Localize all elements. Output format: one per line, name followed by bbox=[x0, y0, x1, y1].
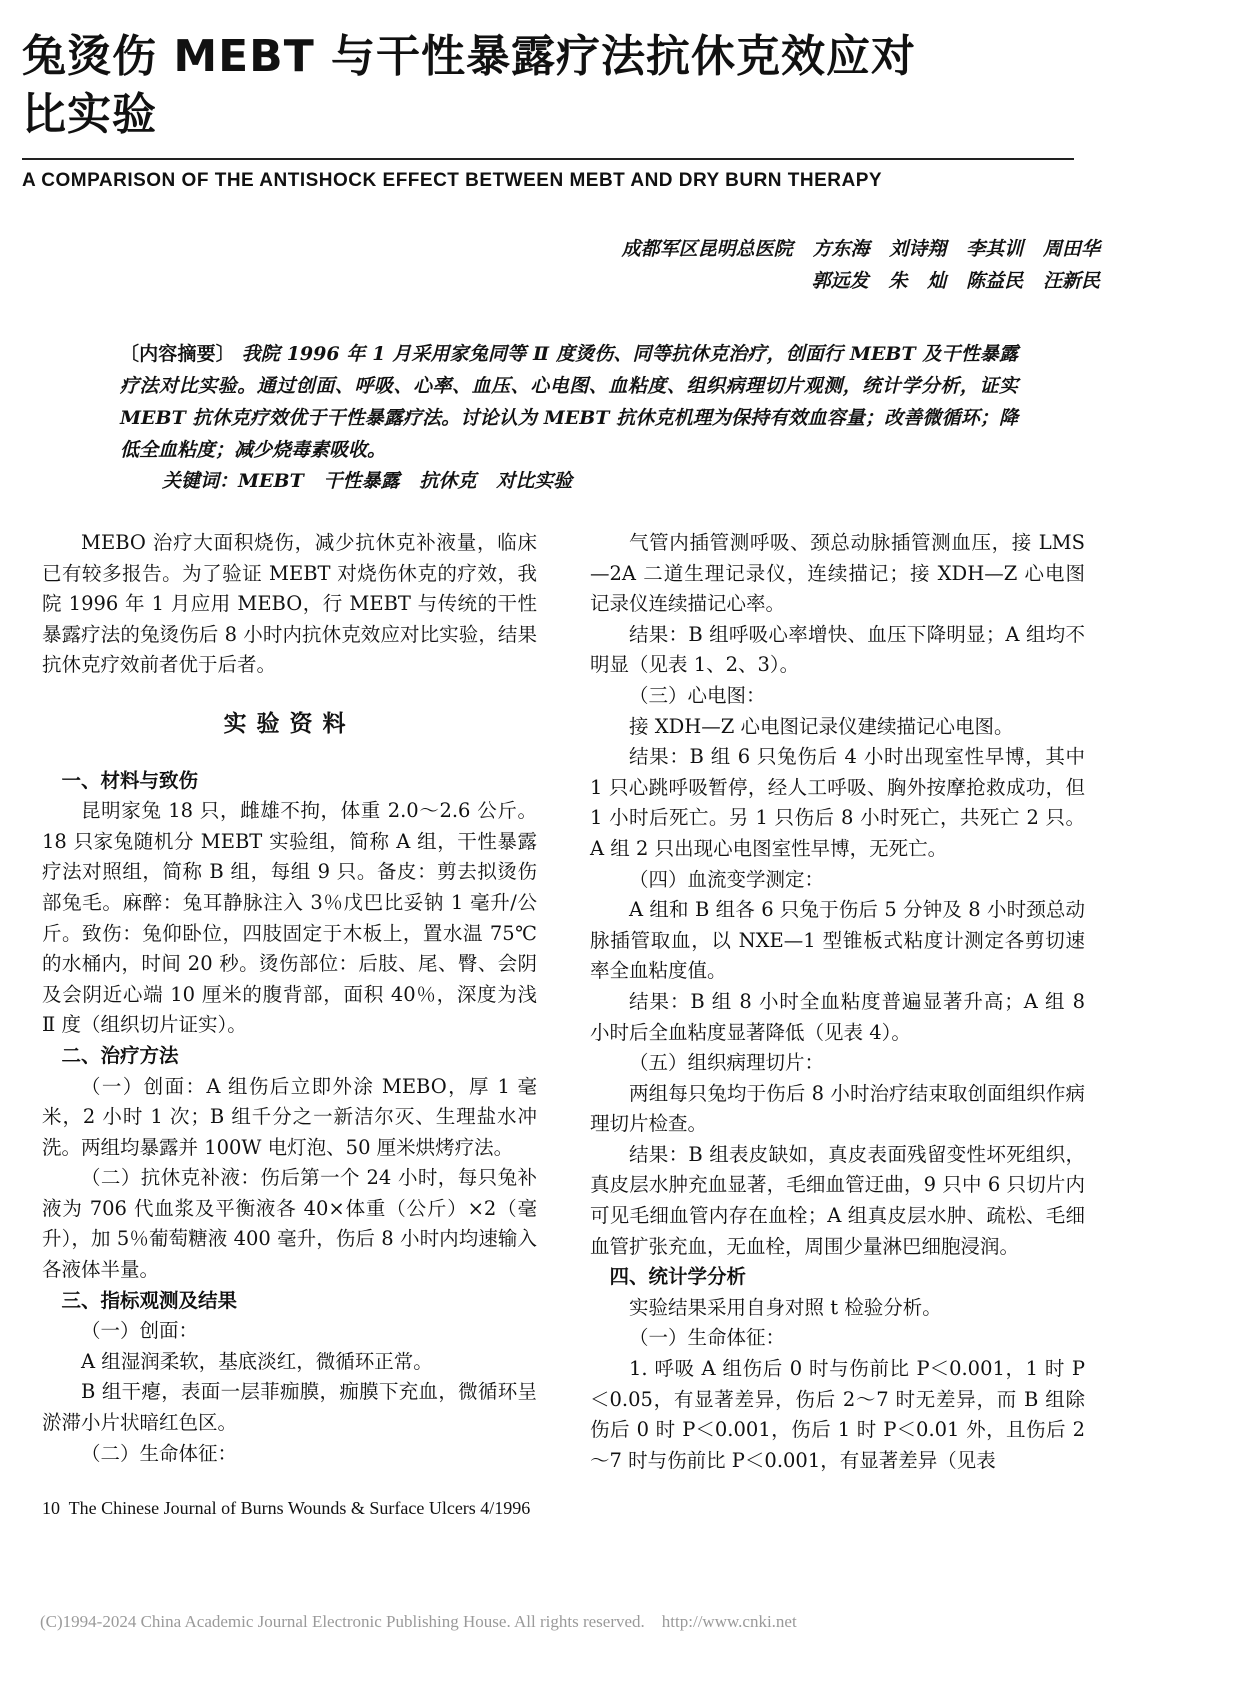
paragraph: （五）组织病理切片： bbox=[629, 1051, 825, 1075]
paragraph: （一）生命体征： bbox=[629, 1326, 786, 1350]
paragraph: A 组和 B 组各 6 只兔于伤后 5 分钟及 8 小时颈总动脉插管取血，以 NXE—1 型锥板式粘度计测定各剪切速率全血粘度值。 bbox=[590, 898, 1085, 983]
section-title: 实验资料 bbox=[223, 710, 356, 737]
title-rule bbox=[22, 158, 1074, 160]
subsection-heading: 二、治疗方法 bbox=[61, 1043, 179, 1067]
right-column bbox=[590, 528, 1085, 1476]
paragraph: （四）血流变学测定： bbox=[629, 867, 825, 891]
keywords: 关键词：MEBT 干性暴露 抗休克 对比实验 bbox=[162, 470, 573, 492]
abstract-text: 我院 1996 年 1 月采用家兔同等 Ⅱ 度烫伤、同等抗休克治疗，创面行 MEBT 及干性暴露疗法对比实验。通过创面、呼吸、心率、血压、心电图、血粘度、组织病理切片观测，统计学分析，证实 MEBT 抗休克疗效优于干性暴露疗法。讨论认为 MEBT 抗休克机理为保持有效血容量；改善微循环；降低全血粘度；减少烧毒素吸收。 bbox=[120, 343, 1018, 461]
abstract-label: 〔内容摘要〕 bbox=[120, 343, 235, 365]
left-column bbox=[42, 528, 537, 1469]
paragraph: B 组干瘪，表面一层菲痂膜，痂膜下充血，微循环呈淤滞小片状暗红色区。 bbox=[42, 1380, 537, 1435]
intro-paragraph: MEBO 治疗大面积烧伤，减少抗休克补液量，临床已有较多报告。为了验证 MEBT 对烧伤休克的疗效，我院 1996 年 1 月应用 MEBO，行 MEBT 与传统的干性暴露疗法的兔烫伤后 8 小时内抗休克效应对比实验，结果抗休克疗效前者优于后者。 bbox=[42, 531, 537, 677]
authors-line-2: 郭远发 朱 灿 陈益民 汪新民 bbox=[811, 270, 1100, 292]
subsection-heading: 三、指标观测及结果 bbox=[61, 1288, 238, 1312]
paragraph: （二）抗休克补液：伤后第一个 24 小时，每只兔补液为 706 代血浆及平衡液各 40×体重（公斤）×2（毫升），加 5％葡萄糖液 400 毫升，伤后 8 小时内均速输入各液体半量。 bbox=[42, 1166, 537, 1282]
paragraph: （三）心电图： bbox=[629, 683, 766, 707]
paragraph: （一）创面：A 组伤后立即外涂 MEBO，厚 1 毫米，2 小时 1 次；B 组千分之一新洁尔灭、生理盐水冲洗。两组均暴露并 100W 电灯泡、50 厘米烘烤疗法。 bbox=[42, 1074, 537, 1159]
paragraph: 接 XDH—Z 心电图记录仪建续描记心电图。 bbox=[629, 714, 1014, 738]
page-footer: 10 The Chinese Journal of Burns Wounds & Surface Ulcers 4/1996 bbox=[42, 1498, 531, 1518]
subsection-heading: 四、统计学分析 bbox=[609, 1265, 747, 1289]
paragraph: 昆明家兔 18 只，雌雄不拘，体重 2.0～2.6 公斤。18 只家兔随机分 MEBT 实验组，简称 A 组，干性暴露疗法对照组，简称 B 组，每组 9 只。备皮：剪去拟烫伤部兔毛。麻醉：兔耳静脉注入 3％戊巴比妥钠 1 毫升/公斤。致伤：兔仰卧位，四肢固定于木板上，置水温 75℃的水桶内，时间 20 秒。烫伤部位：后肢、尾、臀、会阴及会阴近心端 10 厘米的腹背部，面积 40％，深度为浅 Ⅱ 度（组织切片证实）。 bbox=[42, 799, 537, 1037]
paragraph: 1. 呼吸 A 组伤后 0 时与伤前比 P＜0.001，1 时 P＜0.05，有显著差异，伤后 2～7 时无差异，而 B 组除伤后 0 时 P＜0.001，伤后 1 时 P＜0.01 外，且伤后 2～7 时与伤前比 P＜0.001，有显著差异（见表 bbox=[590, 1357, 1085, 1472]
paragraph: 结果：B 组 6 只兔伤后 4 小时出现室性早博，其中 1 只心跳呼吸暂停，经人工呼吸、胸外按摩抢救成功，但 1 小时后死亡。另 1 只伤后 8 小时死亡，共死亡 2 只。A 组 2 只出现心电图室性早博，无死亡。 bbox=[590, 745, 1085, 860]
paragraph: A 组湿润柔软，基底淡红，微循环正常。 bbox=[81, 1349, 433, 1373]
paragraph: （一）创面： bbox=[81, 1319, 199, 1343]
paragraph: 两组每只兔均于伤后 8 小时治疗结束取创面组织作病理切片检查。 bbox=[590, 1081, 1085, 1136]
paragraph: （二）生命体征： bbox=[81, 1441, 238, 1465]
paragraph: 结果：B 组呼吸心率增快、血压下降明显；A 组均不明显（见表 1、2、3）。 bbox=[590, 622, 1085, 677]
paragraph: 实验结果采用自身对照 t 检验分析。 bbox=[629, 1295, 942, 1319]
paragraph: 结果：B 组表皮缺如，真皮表面残留变性坏死组织，真皮层水肿充血显著，毛细血管迂曲，9 只中 6 只切片内可见毛细血管内存在血栓；A 组真皮层水肿、疏松、毛细血管扩张充血，无血栓，周围少量淋巴细胞浸润。 bbox=[590, 1142, 1085, 1258]
subsection-heading: 一、材料与致伤 bbox=[61, 768, 199, 792]
copyright-watermark: (C)1994-2024 China Academic Journal Electronic Publishing House. All rights reserved. http://www.cnki.net bbox=[40, 1612, 797, 1631]
article-title: 兔烫伤 MEBT 与干性暴露疗法抗休克效应对比实验 bbox=[22, 31, 917, 140]
english-title: A COMPARISON OF THE ANTISHOCK EFFECT BETWEEN MEBT AND DRY BURN THERAPY bbox=[22, 170, 883, 191]
paragraph: 气管内插管测呼吸、颈总动脉插管测血压，接 LMS—2A 二道生理记录仪，连续描记；接 XDH—Z 心电图记录仪连续描记心率。 bbox=[590, 531, 1085, 616]
abstract bbox=[120, 338, 1018, 466]
authors-line-1: 成都军区昆明总医院 方东海 刘诗翔 李其训 周田华 bbox=[621, 238, 1100, 260]
paragraph: 结果：B 组 8 小时全血粘度普遍显著升高；A 组 8 小时后全血粘度显著降低（见表 4）。 bbox=[590, 989, 1085, 1044]
